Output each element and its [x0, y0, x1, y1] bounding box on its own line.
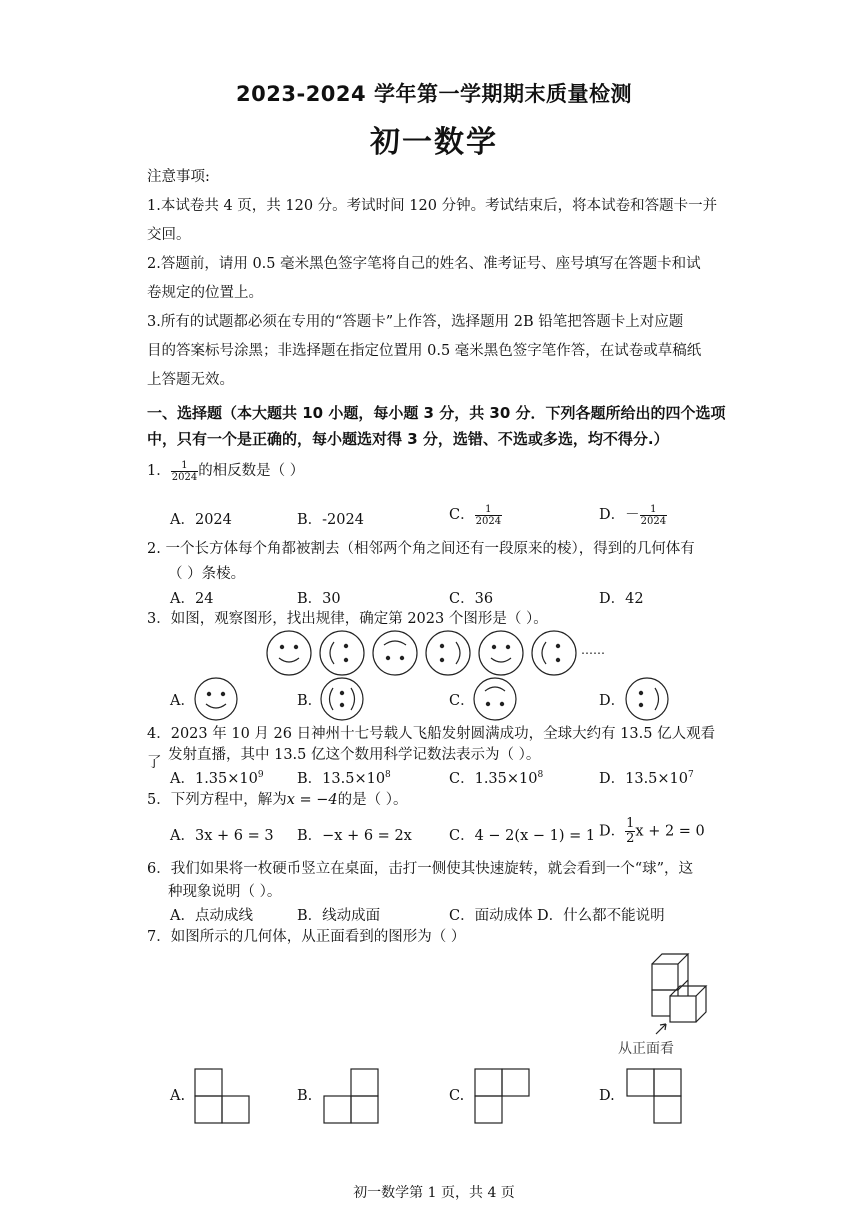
question-4-option-c: C．$1.35\times 10^8$ — [449, 770, 544, 787]
question-3-option-c: C． — [449, 693, 475, 709]
question-7-solid-figure — [644, 952, 720, 1042]
question-1-fraction: $\frac{1}{2024}$ — [171, 459, 198, 483]
question-3-ellipsis: …… — [581, 643, 605, 657]
question-6-option-a: A．点动成线 — [170, 908, 253, 924]
question-5-stem: 5．下列方程中，解为x = −4的是（ ）。 — [147, 792, 408, 808]
question-4-line-1: 4．2023 年 10 月 26 日神州十七号载人飞船发射圆满成功，全球大约有 13.5 亿人观看了 — [147, 726, 716, 771]
question-4-option-a: A．$1.35\times 10^9$ — [170, 770, 264, 787]
question-3-option-b: B． — [297, 693, 323, 709]
question-6-option-d: D．什么都不能说明 — [537, 908, 665, 924]
question-2-option-b: B．30 — [297, 591, 341, 607]
notice-item-1-line-1: 1.本试卷共 4 页，共 120 分。考试时间 120 分钟。考试结束后，将本试卷和答题卡一并 — [147, 198, 718, 214]
question-3-option-d-right-bracket-face-icon — [624, 676, 670, 722]
notice-item-3-line-3: 上答题无效。 — [147, 372, 234, 388]
section-1-heading-line-2: 中，只有一个是正确的，每小题选对得 3 分，选错、不选或多选，均不得分.） — [147, 430, 669, 448]
question-1-option-c: C． $\frac{1}{2024}$ — [449, 503, 502, 527]
question-2-option-c: C．36 — [449, 591, 494, 607]
question-7-option-c: C. — [449, 1088, 465, 1104]
question-1-option-d: D．－ $\frac{1}{2024}$ — [599, 503, 667, 527]
question-4-line-2: 发射直播，其中 13.5 亿这个数用科学记数法表示为（ ）。 — [168, 747, 541, 763]
question-7-option-b: B. — [297, 1088, 313, 1104]
question-7-option-b-grid — [322, 1068, 380, 1124]
question-6-option-b: B．线动成面 — [297, 908, 381, 924]
question-3-stem: 3．如图，观察图形，找出规律，确定第 2023 个图形是（ ）。 — [147, 611, 548, 627]
notice-item-2-line-1: 2.答题前，请用 0.5 毫米黑色签字笔将自己的姓名、准考证号、座号填写在答题卡和试 — [147, 256, 701, 272]
question-7-option-a: A. — [170, 1088, 186, 1104]
notice-item-3-line-1: 3.所有的试题都必须在专用的“答题卡”上作答，选择题用 2B 铅笔把答题卡上对应题 — [147, 314, 684, 330]
question-5-option-b: B．−x + 6 = 2x — [297, 828, 412, 844]
question-2-line-2: （ ）条棱。 — [168, 566, 246, 582]
notice-item-3-line-2: 目的答案标号涂黑；非选择题在指定位置用 0.5 毫米黑色签字笔作答，在试卷或草稿纸 — [147, 343, 702, 359]
question-7-stem: 7．如图所示的几何体，从正面看到的图形为（ ） — [147, 929, 466, 945]
question-3-option-a-smile-face-icon — [193, 676, 239, 722]
question-5-option-c: C．4 − 2(x − 1) = 1 — [449, 828, 596, 844]
question-6-option-c: C．面动成体 — [449, 908, 533, 924]
question-7-option-a-grid — [194, 1068, 250, 1124]
notice-item-1-line-2: 交回。 — [147, 227, 191, 243]
question-1-stem: 1． $\frac{1}{2024}$ 的相反数是（ ） — [147, 459, 305, 483]
question-2-option-a: A．24 — [170, 591, 214, 607]
question-1-option-a: A．2024 — [170, 512, 232, 528]
question-3-option-b-bracket-face-icon — [319, 676, 365, 722]
question-3-pattern-figure — [260, 628, 605, 678]
question-4-option-b: B．$13.5\times 10^8$ — [297, 770, 391, 787]
question-7-option-c-grid — [474, 1068, 532, 1124]
question-5-option-d: D． $\frac{1}{2}$ x + 2 = 0 — [599, 816, 705, 846]
question-3-option-c-frown-face-icon — [472, 676, 518, 722]
question-3-option-d: D． — [599, 693, 626, 709]
question-7-option-d-grid — [626, 1068, 684, 1124]
question-6-line-1: 6．我们如果将一枚硬币竖立在桌面，击打一侧使其快速旋转，就会看到一个“球”，这 — [147, 861, 694, 877]
question-7-front-view-label: 从正面看 — [618, 1041, 674, 1057]
page-footer: 初一数学第 1 页，共 4 页 — [353, 1185, 515, 1201]
question-7-option-d: D. — [599, 1088, 615, 1104]
question-6-line-2: 种现象说明（ ）。 — [168, 884, 282, 900]
question-1-option-b: B．-2024 — [297, 512, 364, 528]
question-1-number: 1． — [147, 463, 171, 479]
question-3-option-a: A． — [170, 693, 195, 709]
question-4-option-d: D．$13.5\times 10^7$ — [599, 770, 694, 787]
question-2-line-1: 2. 一个长方体每个角都被割去（相邻两个角之间还有一段原来的棱），得到的几何体有 — [147, 541, 695, 557]
subject-title: 初一数学 — [370, 125, 498, 160]
question-2-option-d: D．42 — [599, 591, 644, 607]
notice-item-2-line-2: 卷规定的位置上。 — [147, 285, 263, 301]
section-1-heading-line-1: 一、选择题（本大题共 10 小题，每小题 3 分，共 30 分．下列各题所给出的四个选项 — [147, 404, 726, 422]
question-5-option-a: A．3x + 6 = 3 — [170, 828, 274, 844]
notice-heading: 注意事项: — [147, 169, 210, 185]
exam-title: 2023-2024 学年第一学期期末质量检测 — [236, 82, 632, 106]
